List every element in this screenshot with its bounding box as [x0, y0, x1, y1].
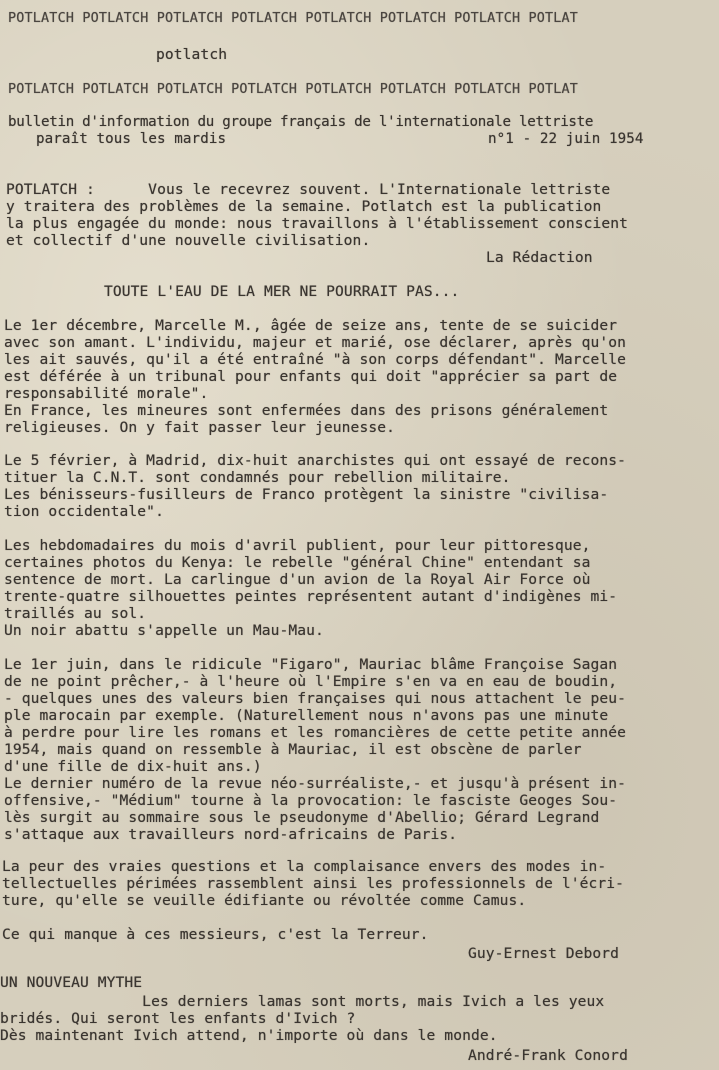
text-line: les ait sauvés, qu'il a été entraîné "à son corps défendant". Marcelle [4, 351, 627, 368]
intro-line: la plus engagée du monde: nous travaillons à l'établissement conscient [6, 215, 629, 232]
text-line: traillés au sol. [4, 605, 147, 622]
mythe-line: bridés. Qui seront les enfants d'Ivich ? [0, 1010, 356, 1027]
text-line: Les hebdomadaires du mois d'avril publient, pour leur pittoresque, [4, 537, 591, 554]
mythe-title: UN NOUVEAU MYTHE [0, 974, 143, 991]
text-line: ture, qu'elle se veuille édifiante ou révoltée comme Camus. [2, 892, 527, 909]
text-line: tituer la C.N.T. sont condamnés pour rebellion militaire. [4, 469, 511, 486]
header-banner-bottom: POTLATCH POTLATCH POTLATCH POTLATCH POTLATCH POTLATCH POTLATCH POTLAT [8, 82, 579, 97]
text-line: avec son amant. L'individu, majeur et marié, ose déclarer, après qu'on [4, 334, 627, 351]
text-line: Les bénisseurs-fusilleurs de Franco protègent la sinistre "civilisa- [4, 486, 609, 503]
text-line: responsabilité morale". [4, 385, 209, 402]
text-line: est déférée à un tribunal pour enfants qui doit "apprécier sa part de [4, 368, 618, 385]
text-line: 1954, mais quand on ressemble à Mauriac, il est obscène de parler [4, 741, 582, 758]
text-line: Le 5 février, à Madrid, dix-huit anarchistes qui ont essayé de recons- [4, 452, 627, 469]
text-line: - quelques unes des valeurs bien françaises qui nous attachent le peu- [4, 690, 627, 707]
text-line: s'attaque aux travailleurs nord-africains de Paris. [4, 826, 458, 843]
signature-debord: Guy-Ernest Debord [468, 945, 620, 962]
mythe-line: Dès maintenant Ivich attend, n'importe où dans le monde. [0, 1027, 498, 1044]
text-line: d'une fille de dix-huit ans.) [4, 758, 262, 775]
closing-line: Ce qui manque à ces messieurs, c'est la Terreur. [2, 926, 429, 943]
text-line: religieuses. On y fait passer leur jeunesse. [4, 419, 395, 436]
text-line: La peur des vraies questions et la complaisance envers des modes in- [2, 858, 607, 875]
article-title: TOUTE L'EAU DE LA MER NE POURRAIT PAS... [104, 283, 460, 300]
signature-conord: André-Frank Conord [468, 1047, 628, 1064]
header-banner-top: POTLATCH POTLATCH POTLATCH POTLATCH POTLATCH POTLATCH POTLATCH POTLAT [8, 11, 579, 26]
text-line: de ne point prêcher,- à l'heure où l'Empire s'en va en eau de boudin, [4, 673, 618, 690]
text-line: à perdre pour lire les romans et les romancières de cette petite année [4, 724, 627, 741]
text-line: trente-quatre silhouettes peintes représentent autant d'indigènes mi- [4, 588, 618, 605]
text-line: offensive,- "Médium" tourne à la provocation: le fasciste Geoges Sou- [4, 792, 618, 809]
text-line: En France, les mineures sont enfermées dans des prisons généralement [4, 402, 609, 419]
intro-signature: La Rédaction [486, 249, 593, 266]
text-line: sentence de mort. La carlingue d'un avion de la Royal Air Force où [4, 571, 591, 588]
intro-line: POTLATCH : Vous le recevrez souvent. L'Internationale lettriste [6, 181, 611, 198]
mythe-line: Les derniers lamas sont morts, mais Ivich a les yeux [0, 993, 605, 1010]
text-line: ple marocain par exemple. (Naturellement nous n'avons pas une minute [4, 707, 609, 724]
header-title: potlatch [156, 46, 228, 63]
text-line: certaines photos du Kenya: le rebelle "général Chine" entendant sa [4, 554, 591, 571]
header-subtitle: bulletin d'information du groupe français de l'internationale lettriste [8, 114, 594, 130]
text-line: Un noir abattu s'appelle un Mau-Mau. [4, 622, 324, 639]
text-line: Le 1er décembre, Marcelle M., âgée de seize ans, tente de se suicider [4, 317, 618, 334]
intro-line: y traitera des problèmes de la semaine. Potlatch est la publication [6, 198, 602, 215]
text-line: Le 1er juin, dans le ridicule "Figaro", Mauriac blâme Françoise Sagan [4, 656, 618, 673]
text-line: tellectuelles périmées rassemblent ainsi les professionnels de l'écri- [2, 875, 625, 892]
text-line: lès surgit au sommaire sous le pseudonyme d'Abellio; Gérard Legrand [4, 809, 600, 826]
intro-line: et collectif d'une nouvelle civilisation. [6, 232, 371, 249]
text-line: tion occidentale". [4, 503, 164, 520]
header-issue: n°1 - 22 juin 1954 [488, 131, 644, 147]
header-frequency: paraît tous les mardis [36, 131, 227, 147]
text-line: Le dernier numéro de la revue néo-surréaliste,- et jusqu'à présent in- [4, 775, 627, 792]
